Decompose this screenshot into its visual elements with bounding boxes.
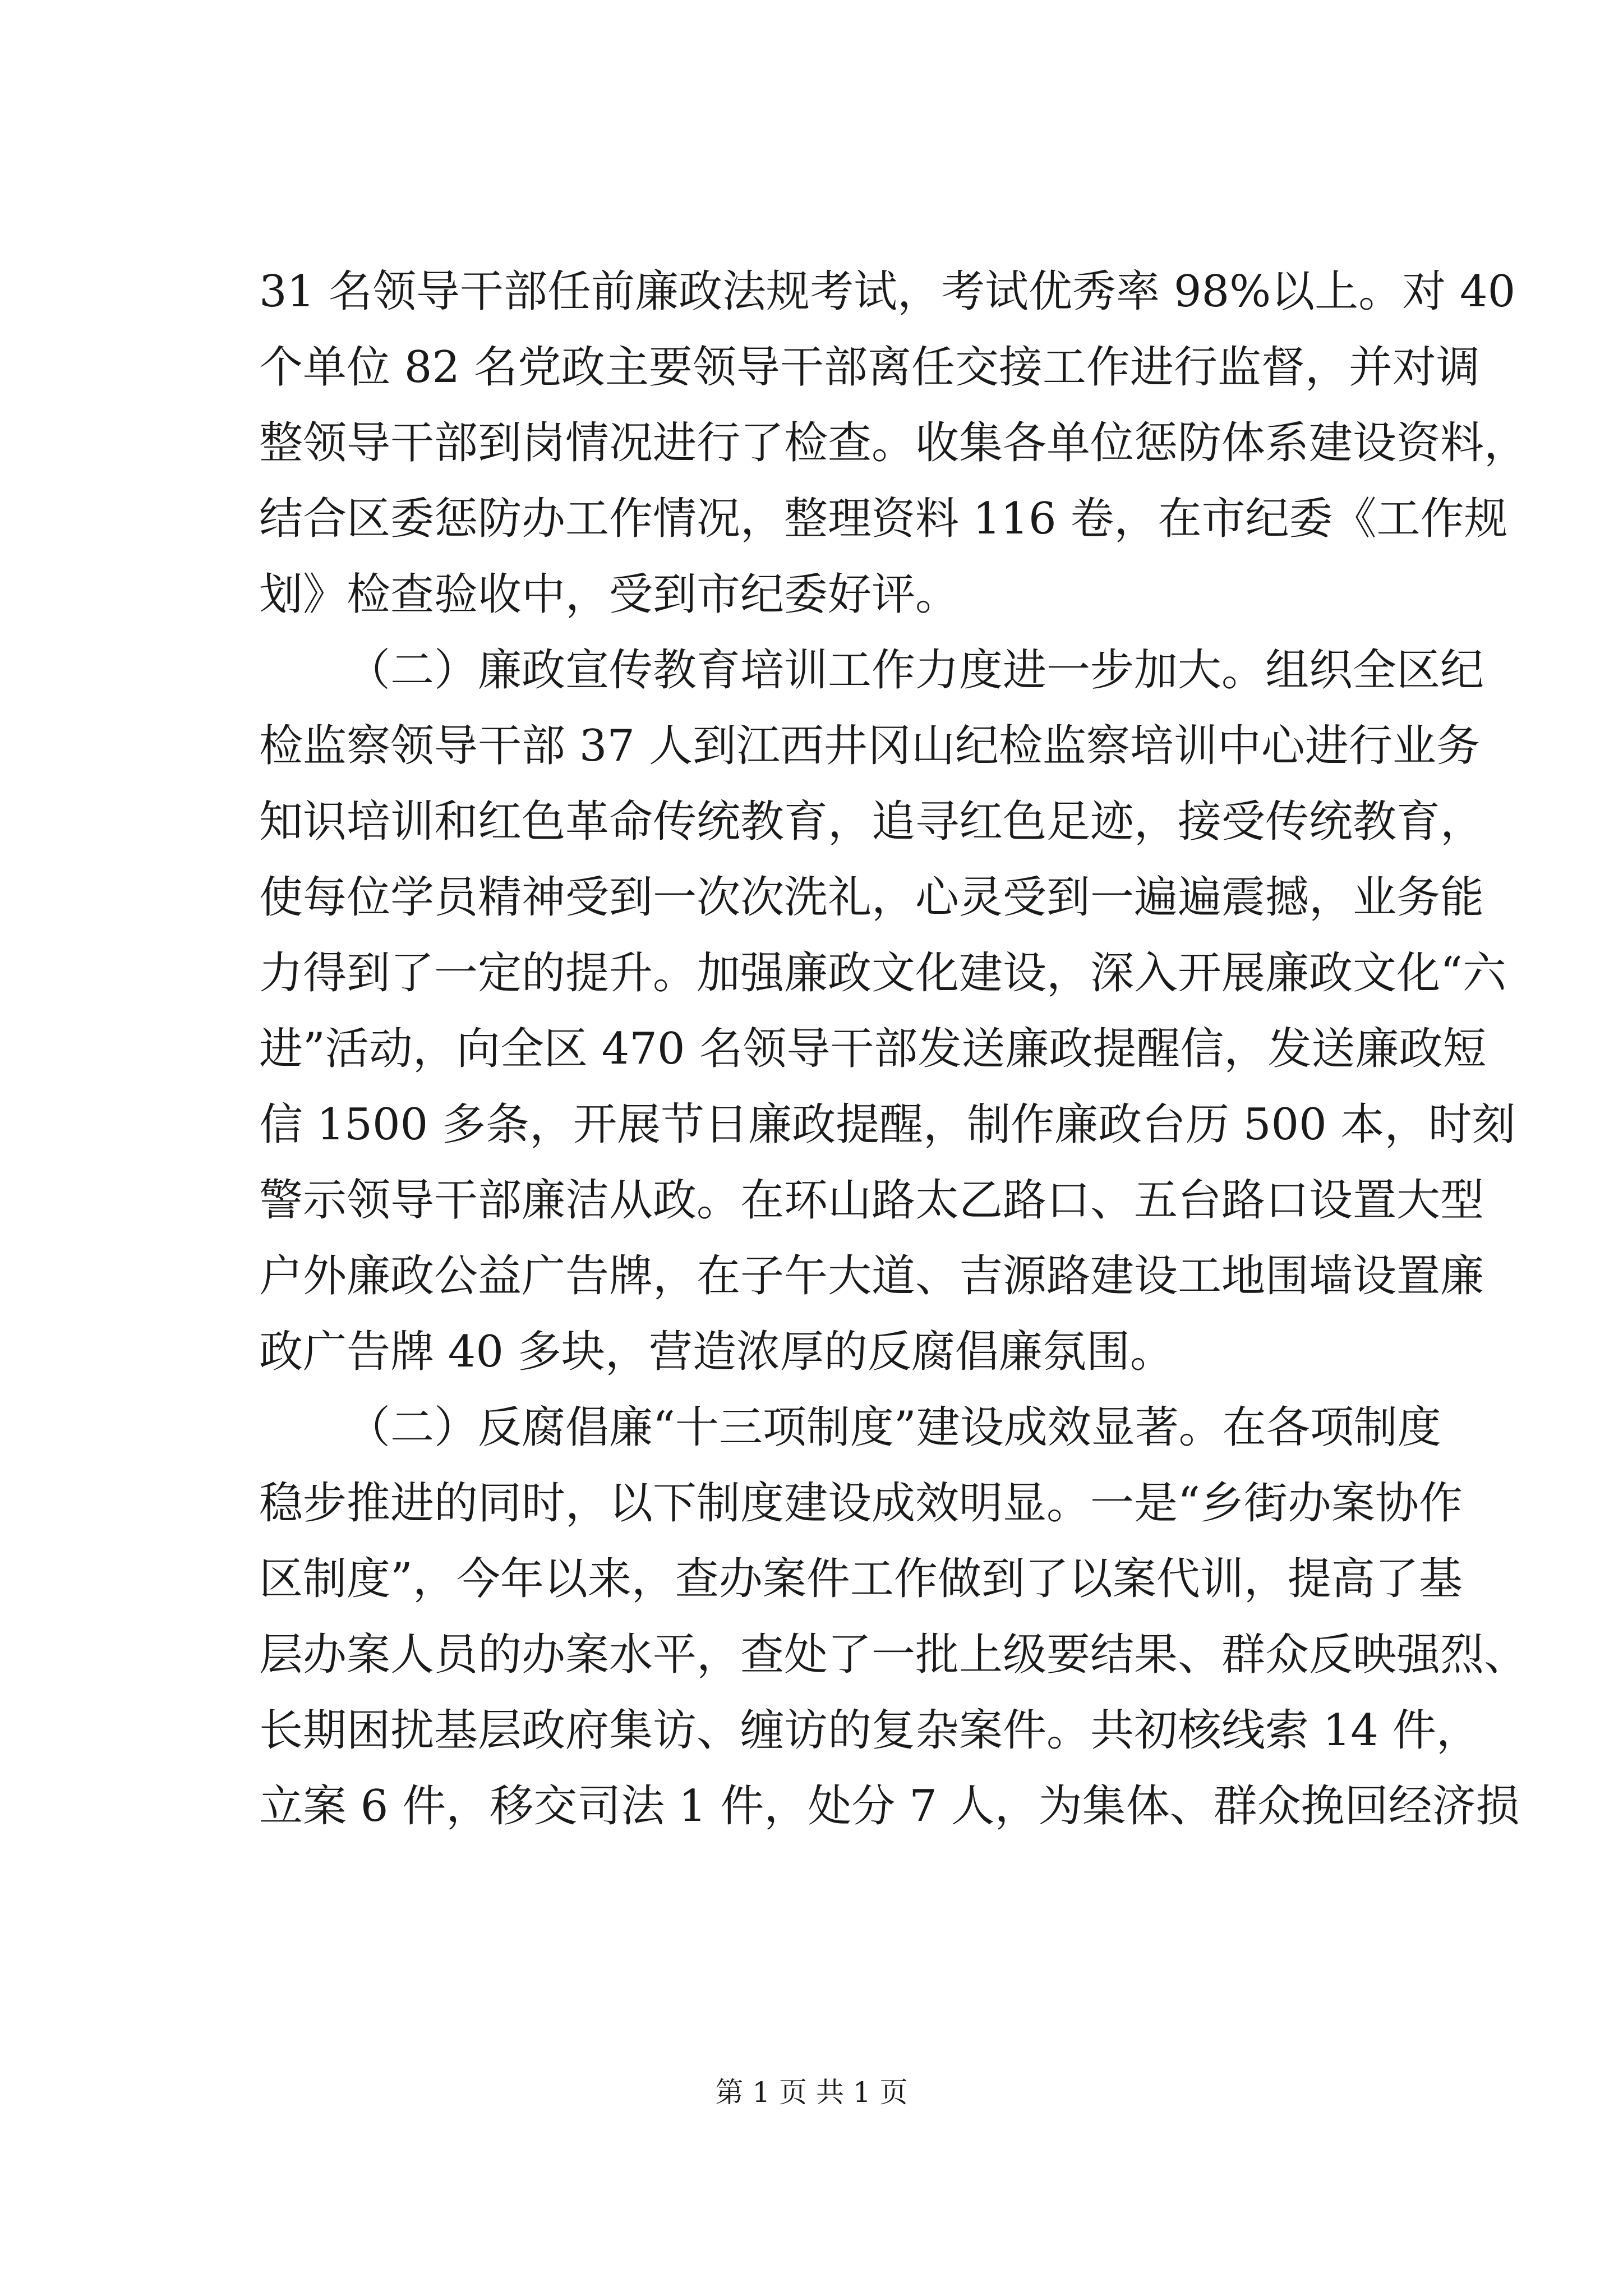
section-heading-line: （二）反腐倡廉“十三项制度”建设成效显著。在各项制度 bbox=[347, 1402, 1441, 1453]
text-line: 检监察领导干部 37 人到江西井冈山纪检监察培训中心进行业务 bbox=[259, 721, 1480, 771]
section-heading-line: （二）廉政宣传教育培训工作力度进一步加大。组织全区纪 bbox=[347, 645, 1484, 696]
text-line: 立案 6 件，移交司法 1 件，处分 7 人，为集体、群众挽回经济损 bbox=[259, 1781, 1520, 1832]
text-line: 警示领导干部廉洁从政。在环山路太乙路口、五台路口设置大型 bbox=[259, 1175, 1484, 1226]
text-line: 使每位学员精神受到一次次洗礼，心灵受到一遍遍震撼，业务能 bbox=[259, 872, 1484, 923]
text-line: 结合区委惩防办工作情况，整理资料 116 卷，在市纪委《工作规 bbox=[259, 494, 1508, 544]
text-line: 户外廉政公益广告牌，在子午大道、吉源路建设工地围墙设置廉 bbox=[259, 1251, 1484, 1301]
text-line: 政广告牌 40 多块，营造浓厚的反腐倡廉氛围。 bbox=[259, 1327, 1174, 1377]
text-line: 力得到了一定的提升。加强廉政文化建设，深入开展廉政文化“六 bbox=[259, 948, 1506, 999]
text-line: 信 1500 多条，开展节日廉政提醒，制作廉政台历 500 本，时刻 bbox=[259, 1099, 1516, 1150]
page-footer: 第 1 页 共 1 页 bbox=[715, 2076, 908, 2109]
text-line: 进”活动，向全区 470 名领导干部发送廉政提醒信，发送廉政短 bbox=[259, 1024, 1487, 1074]
text-line: 稳步推进的同时，以下制度建设成效明显。一是“乡街办案协作 bbox=[259, 1478, 1463, 1529]
text-line: 知识培训和红色革命传统教育，追寻红色足迹，接受传统教育， bbox=[259, 797, 1484, 847]
text-line: 长期困扰基层政府集访、缠访的复杂案件。共初核线索 14 件， bbox=[259, 1705, 1480, 1756]
text-line: 整领导干部到岗情况进行了检查。收集各单位惩防体系建设资料， bbox=[259, 418, 1528, 468]
text-line: 划》检查验收中，受到市纪委好评。 bbox=[259, 569, 960, 620]
text-line: 层办案人员的办案水平，查处了一批上级要结果、群众反映强烈、 bbox=[259, 1630, 1528, 1680]
text-line: 个单位 82 名党政主要领导干部离任交接工作进行监督，并对调 bbox=[259, 342, 1480, 393]
text-line: 区制度”，今年以来，查办案件工作做到了以案代训，提高了基 bbox=[259, 1554, 1463, 1604]
text-line: 31 名领导干部任前廉政法规考试，考试优秀率 98%以上。对 40 bbox=[259, 266, 1516, 317]
